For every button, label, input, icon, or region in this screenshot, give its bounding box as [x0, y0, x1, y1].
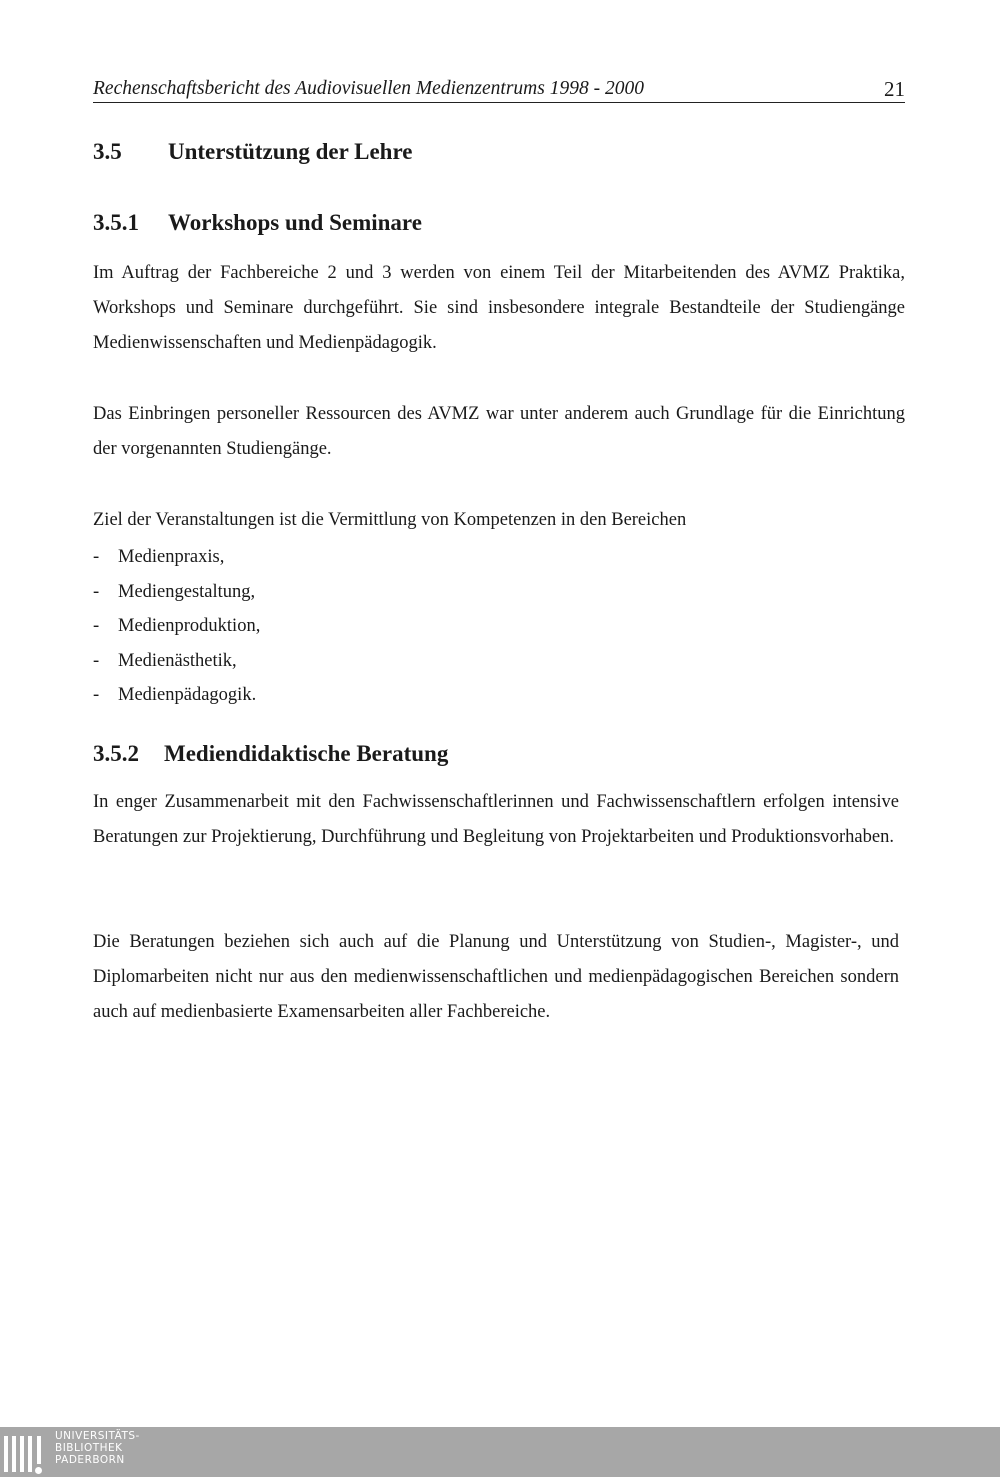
logo-line: BIBLIOTHEK — [55, 1442, 123, 1454]
section-title: Unterstützung der Lehre — [168, 139, 413, 164]
list-item — [93, 678, 493, 713]
page-number: 21 — [884, 77, 905, 101]
list-item-text: Medienproduktion, — [118, 616, 261, 636]
paragraph: Die Beratungen beziehen sich auch auf die Planung und Unterstützung von Studien-, Magister-, und Diplomarbeiten nicht nur aus den medienwissenschaftlichen und medienpädagogischen Bereichen sondern auch auf medienbasierte Examensarbeiten aller Fachbereiche. — [93, 932, 899, 1022]
section-title: Mediendidaktische Beratung — [164, 741, 449, 766]
section-number: 3.5.1 — [93, 210, 139, 235]
logo-line: PADERBORN — [55, 1454, 125, 1466]
running-title: Rechenschaftsbericht des Audiovisuellen Medienzentrums 1998 - 2000 — [93, 78, 644, 99]
paragraph: Das Einbringen personeller Ressourcen des AVMZ war unter anderem auch Grundlage für die Einrichtung der vorgenannten Studiengänge. — [93, 404, 905, 459]
list-marker: - — [93, 685, 100, 705]
list-marker: - — [93, 616, 100, 636]
library-footer-band — [0, 1427, 1000, 1477]
list-item — [93, 644, 493, 679]
list-item — [93, 540, 493, 575]
logo-line: UNIVERSITÄTS- — [55, 1430, 140, 1442]
list-marker: - — [93, 650, 100, 671]
section-title: Workshops und Seminare — [168, 210, 422, 235]
list-item-text: Medienpädagogik. — [118, 685, 257, 705]
section-heading-3-5 — [93, 137, 412, 167]
section-number: 3.5.2 — [93, 741, 139, 766]
paragraph: In enger Zusammenarbeit mit den Fachwissenschaftlerinnen und Fachwissenschaftlern erfolgen intensive Beratungen zur Projektierung, Durchführung und Begleitung von Projektarbeiten und Produktionsvorhaben. — [93, 792, 899, 847]
competence-list — [93, 540, 493, 713]
list-item — [93, 609, 493, 644]
paragraph: Ziel der Veranstaltungen ist die Vermittlung von Kompetenzen in den Bereichen — [93, 510, 687, 530]
library-logo-text — [55, 1430, 140, 1466]
section-heading-3-5-2 — [93, 739, 448, 769]
paragraph: Im Auftrag der Fachbereiche 2 und 3 werden von einem Teil der Mitarbeitenden des AVMZ Praktika, Workshops und Seminare durchgeführt. Sie sind insbesondere integrale Bestandteile der Studiengänge Medienwissenschaften und Medienpädagogik. — [93, 263, 905, 353]
list-item-text: Mediengestaltung, — [118, 581, 256, 602]
section-number: 3.5 — [93, 139, 122, 164]
list-marker: - — [93, 547, 100, 567]
section-heading-3-5-1 — [93, 208, 422, 238]
library-logo-icon — [4, 1432, 50, 1472]
list-item-text: Medienästhetik, — [118, 650, 237, 671]
running-header — [93, 76, 905, 103]
list-item — [93, 575, 493, 610]
list-marker: - — [93, 581, 100, 602]
list-item-text: Medienpraxis, — [118, 547, 225, 567]
